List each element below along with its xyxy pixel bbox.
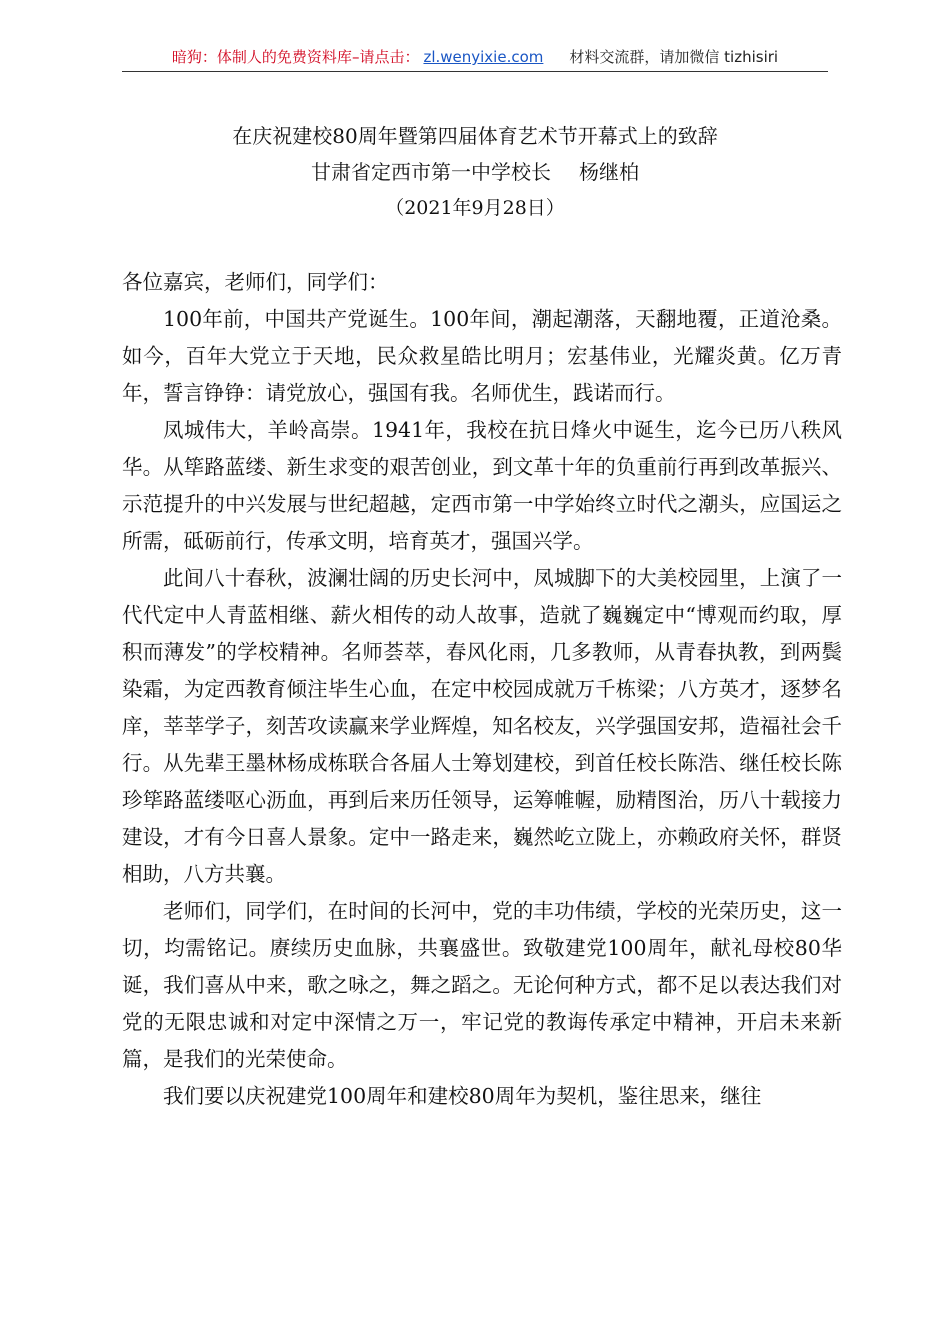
- document-date: （2021年9月28日）: [385, 197, 565, 219]
- header-brand: 暗狗：体制人的免费资料库: [171, 48, 352, 66]
- header-contact: 材料交流群，请加微信 tizhisiri: [569, 48, 779, 66]
- watermark-header: [0, 46, 950, 68]
- document-title: 在庆祝建校80周年暨第四届体育艺术节开幕式上的致辞: [232, 124, 718, 148]
- header-divider: [122, 71, 828, 72]
- header-link[interactable]: zl.wenyixie.com: [423, 48, 544, 66]
- title-block: [0, 118, 950, 226]
- paragraph: 老师们，同学们，在时间的长河中，党的丰功伟绩，学校的光荣历史，这一切，均需铭记。赓续历史血脉，共襄盛世。致敬建党100周年，献礼母校80华诞，我们喜从中来，歌之咏之，舞之蹈之。无论何种方式，都不足以表达我们对党的无限忠诚和对定中深情之万一，牢记党的教诲传承定中精神，开启未来新篇，是我们的光荣使命。: [122, 899, 842, 1071]
- author-org: 甘肃省定西市第一中学校长: [311, 160, 551, 184]
- paragraph: 此间八十春秋，波澜壮阔的历史长河中，凤城脚下的大美校园里，上演了一代代定中人青蓝相继、薪火相传的动人故事，造就了巍巍定中“博观而约取，厚积而薄发”的学校精神。名师荟萃，春风化雨，几多教师，从青春执教，到两鬓染霜，为定西教育倾注毕生心血，在定中校园成就万千栋梁；八方英才，逐梦名庠，莘莘学子，刻苦攻读赢来学业辉煌，知名校友，兴学强国安邦，造福社会千行。从先辈王墨林杨成栋联合各届人士筹划建校，到首任校长陈浩、继任校长陈珍筚路蓝缕呕心沥血，再到后来历任领导，运筹帷幄，励精图治，历八十载接力建设，才有今日喜人景象。定中一路走来，巍然屹立陇上，亦赖政府关怀，群贤相助，八方共襄。: [122, 566, 842, 886]
- paragraph: 我们要以庆祝建党100周年和建校80周年为契机，鉴往思来，继往: [163, 1084, 762, 1108]
- author-name: 杨继柏: [579, 160, 639, 184]
- document-body: [122, 264, 842, 1115]
- paragraph: 100年前，中国共产党诞生。100年间，潮起潮落，天翻地覆，正道沧桑。如今，百年大党立于天地，民众救星皓比明月；宏基伟业，光耀炎黄。亿万青年，誓言铮铮：请党放心，强国有我。名师优生，践诺而行。: [122, 307, 842, 405]
- document-author: [0, 154, 950, 190]
- paragraph: 凤城伟大，羊岭高崇。1941年，我校在抗日烽火中诞生，迄今已历八秩风华。从筚路蓝缕、新生求变的艰苦创业，到文革十年的负重前行再到改革振兴、示范提升的中兴发展与世纪超越，定西市第一中学始终立时代之潮头，应国运之所需，砥砺前行，传承文明，培育英才，强国兴学。: [122, 418, 842, 553]
- salutation: 各位嘉宾，老师们，同学们：: [122, 270, 389, 294]
- header-prompt: –请点击：: [351, 48, 420, 66]
